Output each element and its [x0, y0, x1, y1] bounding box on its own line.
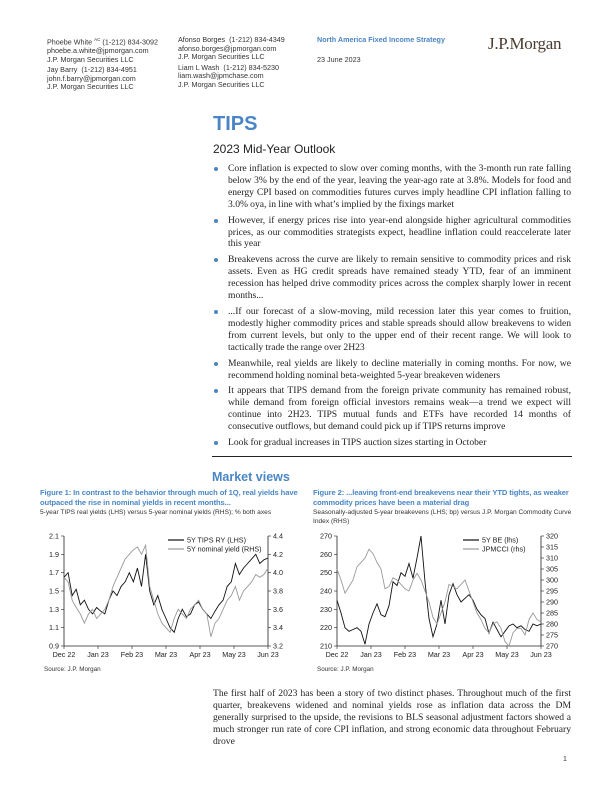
- y-tick-label-right: 305: [546, 564, 558, 574]
- author-firm: J.P. Morgan Securities LLC: [178, 79, 265, 89]
- list-item: [213, 306, 571, 354]
- list-item-text: ...If our forecast of a slow-moving, mild recession later this year comes to fruition, modestly higher commodity prices and stable spreads should allow breakevens to widen from current levels, but only to the upper end of their recent range. We will look to tactically trade the range over 2H23: [228, 305, 571, 353]
- bullet-icon: [214, 258, 218, 262]
- y-tick-label-right: 3.4: [273, 623, 283, 633]
- x-tick-label: Jan 23: [87, 650, 109, 659]
- figure-header: [40, 488, 302, 528]
- list-item: [213, 358, 571, 382]
- author-email[interactable]: liam.wash@jpmchase.com: [178, 71, 264, 81]
- y-tick-label-left: 1.3: [49, 604, 59, 614]
- x-tick-label: Mar 23: [427, 650, 451, 659]
- author-email[interactable]: john.f.barry@jpmorgan.com: [47, 73, 136, 83]
- author-phone: (1-212) 834-5230: [223, 62, 279, 72]
- author-name: Liam L Wash: [178, 62, 220, 72]
- y-tick-label-right: 280: [546, 619, 558, 629]
- y-tick-label-left: 1.1: [49, 623, 59, 633]
- figure-subtitle: Seasonally-adjusted 5-year breakevens (LHS; bp) versus J.P. Morgan Commodity Curve Index (RHS): [313, 509, 572, 525]
- series-line-rhs: [64, 545, 268, 637]
- chart-breakevens-vs-commodities: [313, 528, 575, 664]
- y-tick-label-left: 2.1: [49, 531, 59, 541]
- y-tick-label-right: 270: [546, 641, 558, 651]
- list-item-text: It appears that TIPS demand from the foreign private community has remained robust, while demand from foreign official investors remains weak—a trend we expect will continue into 2H23. TIPS mutual funds and ETFs have recorded 14 months of consecutive outflows, but demand could pick up if TIPS returns improve: [228, 385, 571, 433]
- bullet-icon: [214, 167, 218, 171]
- figure-2: [313, 488, 575, 674]
- bullet-icon: [214, 389, 218, 393]
- y-tick-label-right: 3.6: [273, 604, 283, 614]
- x-tick-label: Feb 23: [120, 650, 144, 659]
- analyst-certification-mark: AC: [94, 37, 101, 42]
- list-item: [213, 437, 571, 449]
- x-tick-label: Jun 23: [257, 650, 279, 659]
- author-firm: J.P. Morgan Securities LLC: [47, 54, 134, 64]
- y-tick-label-right: 275: [546, 630, 558, 640]
- y-tick-label-left: 1.9: [49, 549, 59, 559]
- department-label: North America Fixed Income Strategy: [317, 35, 445, 44]
- author-email[interactable]: afonso.borges@jpmorgan.com: [178, 43, 277, 53]
- figure-title: Figure 2: ...leaving front-end breakevens near their YTD tights, as weaker commodity prices have been a material drag: [313, 488, 569, 507]
- x-tick-label: Dec 22: [52, 650, 76, 659]
- report-date: 23 June 2023: [317, 54, 361, 64]
- y-tick-label-left: 260: [320, 549, 332, 559]
- list-item: [213, 163, 571, 211]
- list-item-text: However, if energy prices rise into year-end alongside higher agricultural commodities prices, as our commodities strategists expect, headline inflation could reaccelerate later this year: [228, 214, 571, 250]
- list-item-text: Core inflation is expected to slow over coming months, with the 3-month run rate falling below 3% by the end of the year, leaving the year-ago rate at 3.8%. Models for food and energy CPI based on commodities futures curves imply headline CPI inflation falling to 3.0% oya, in line with what’s implied by the fixings market: [228, 163, 571, 210]
- x-tick-label: Apr 23: [462, 650, 484, 659]
- figure-subtitle: 5-year TIPS real yields (LHS) versus 5-year nominal yields (RHS); % both axes: [40, 509, 272, 517]
- y-tick-label-right: 3.2: [273, 641, 283, 651]
- department-block: [317, 36, 447, 64]
- y-tick-label-left: 270: [320, 531, 332, 541]
- y-tick-label-right: 315: [546, 542, 558, 552]
- figure-header: [313, 488, 575, 528]
- y-tick-label-left: 220: [320, 623, 332, 633]
- author-phone: (1-212) 834-3092: [102, 37, 158, 47]
- y-tick-label-left: 240: [320, 586, 332, 596]
- author-firm: J.P. Morgan Securities LLC: [47, 82, 134, 92]
- author-name: Afonso Borges: [178, 35, 226, 44]
- y-tick-label-left: 1.5: [49, 586, 59, 596]
- list-item-text: Look for gradual increases in TIPS auction sizes starting in October: [228, 437, 487, 449]
- section-heading: Market views: [212, 470, 290, 484]
- author-name: Jay Barry: [47, 65, 78, 75]
- x-tick-label: Dec 22: [325, 650, 349, 659]
- y-tick-label-right: 290: [546, 597, 558, 607]
- y-tick-label-left: 230: [320, 604, 332, 614]
- page-title: TIPS: [213, 113, 258, 135]
- author-firm: J.P. Morgan Securities LLC: [178, 52, 265, 62]
- y-tick-label-right: 320: [546, 531, 558, 541]
- x-tick-label: May 23: [222, 650, 246, 659]
- figure-source: Source: J.P. Morgan: [44, 666, 101, 673]
- y-tick-label-right: 295: [546, 586, 558, 596]
- list-item-text: Meanwhile, real yields are likely to decline materially in coming months. For now, we recommend holding nominal beta-weighted 5-year breakeven wideners: [228, 357, 571, 381]
- x-tick-label: May 23: [495, 650, 519, 659]
- key-points-list: [213, 163, 571, 453]
- section-divider: [212, 456, 572, 457]
- figure-source: Source: J.P. Morgan: [317, 666, 374, 673]
- legend-label: 5Y TIPS RY (LHS): [187, 535, 246, 545]
- y-tick-label-right: 300: [546, 575, 558, 585]
- list-item-text: Breakevens across the curve are likely to remain sensitive to commodity prices and risk assets. Even as HG credit spreads have remained steady YTD, fear of an imminent recession has helped drive commodity prices across the complex sharply lower in recent months...: [228, 254, 571, 302]
- y-tick-label-right: 285: [546, 608, 558, 618]
- y-tick-label-left: 1.7: [49, 568, 59, 578]
- y-tick-label-right: 4.4: [273, 531, 283, 541]
- figure-title: Figure 1: In contrast to the behavior through much of 1Q, real yields have outpaced the rise in nominal yields in recent months...: [40, 488, 298, 507]
- y-tick-label-right: 4.2: [273, 549, 283, 559]
- author-block-2: [178, 36, 285, 90]
- legend-label: JPMCCI (rhs): [482, 544, 526, 554]
- figure-1: [40, 488, 302, 674]
- x-tick-label: Apr 23: [189, 650, 211, 659]
- author-email[interactable]: phoebe.a.white@jpmorgan.com: [47, 45, 149, 55]
- legend-label: 5Y nominal yield (RHS): [187, 544, 262, 554]
- jpmorgan-logo: J.P.Morgan: [488, 34, 562, 53]
- x-tick-label: Mar 23: [154, 650, 178, 659]
- author-block-1: [47, 36, 158, 92]
- y-tick-label-left: 250: [320, 568, 332, 578]
- x-tick-label: Jan 23: [360, 650, 382, 659]
- y-tick-label-right: 4.0: [273, 568, 283, 578]
- list-item: [213, 254, 571, 302]
- bullet-icon: [214, 441, 218, 445]
- legend-label: 5Y BE (lhs): [482, 535, 519, 545]
- bullet-icon: [214, 310, 218, 314]
- y-tick-label-left: 210: [320, 641, 332, 651]
- author-phone: (1-212) 834-4349: [229, 35, 285, 44]
- list-item: [213, 215, 571, 251]
- bullet-icon: [214, 219, 218, 223]
- chart-real-vs-nominal-yields: [40, 528, 302, 664]
- x-tick-label: Feb 23: [393, 650, 417, 659]
- page-number: 1: [563, 756, 567, 763]
- y-tick-label-right: 310: [546, 553, 558, 563]
- author-phone: (1-212) 834-4951: [81, 65, 137, 75]
- page-subtitle: 2023 Mid-Year Outlook: [213, 142, 336, 156]
- x-tick-label: Jun 23: [530, 650, 552, 659]
- bullet-icon: [214, 362, 218, 366]
- y-tick-label-left: 0.9: [49, 641, 59, 651]
- body-paragraph: The first half of 2023 has been a story of two distinct phases. Throughout much of the first quarter, breakevens widened and nominal yields rose as inflation data across the DM generally surprised to the upside, the revisions to BLS seasonal adjustment factors showed a much stronger run rate of core CPI inflation, and strong economic data throughout February drove: [213, 688, 571, 748]
- list-item: [213, 385, 571, 433]
- author-name: Phoebe White: [47, 37, 93, 47]
- y-tick-label-right: 3.8: [273, 586, 283, 596]
